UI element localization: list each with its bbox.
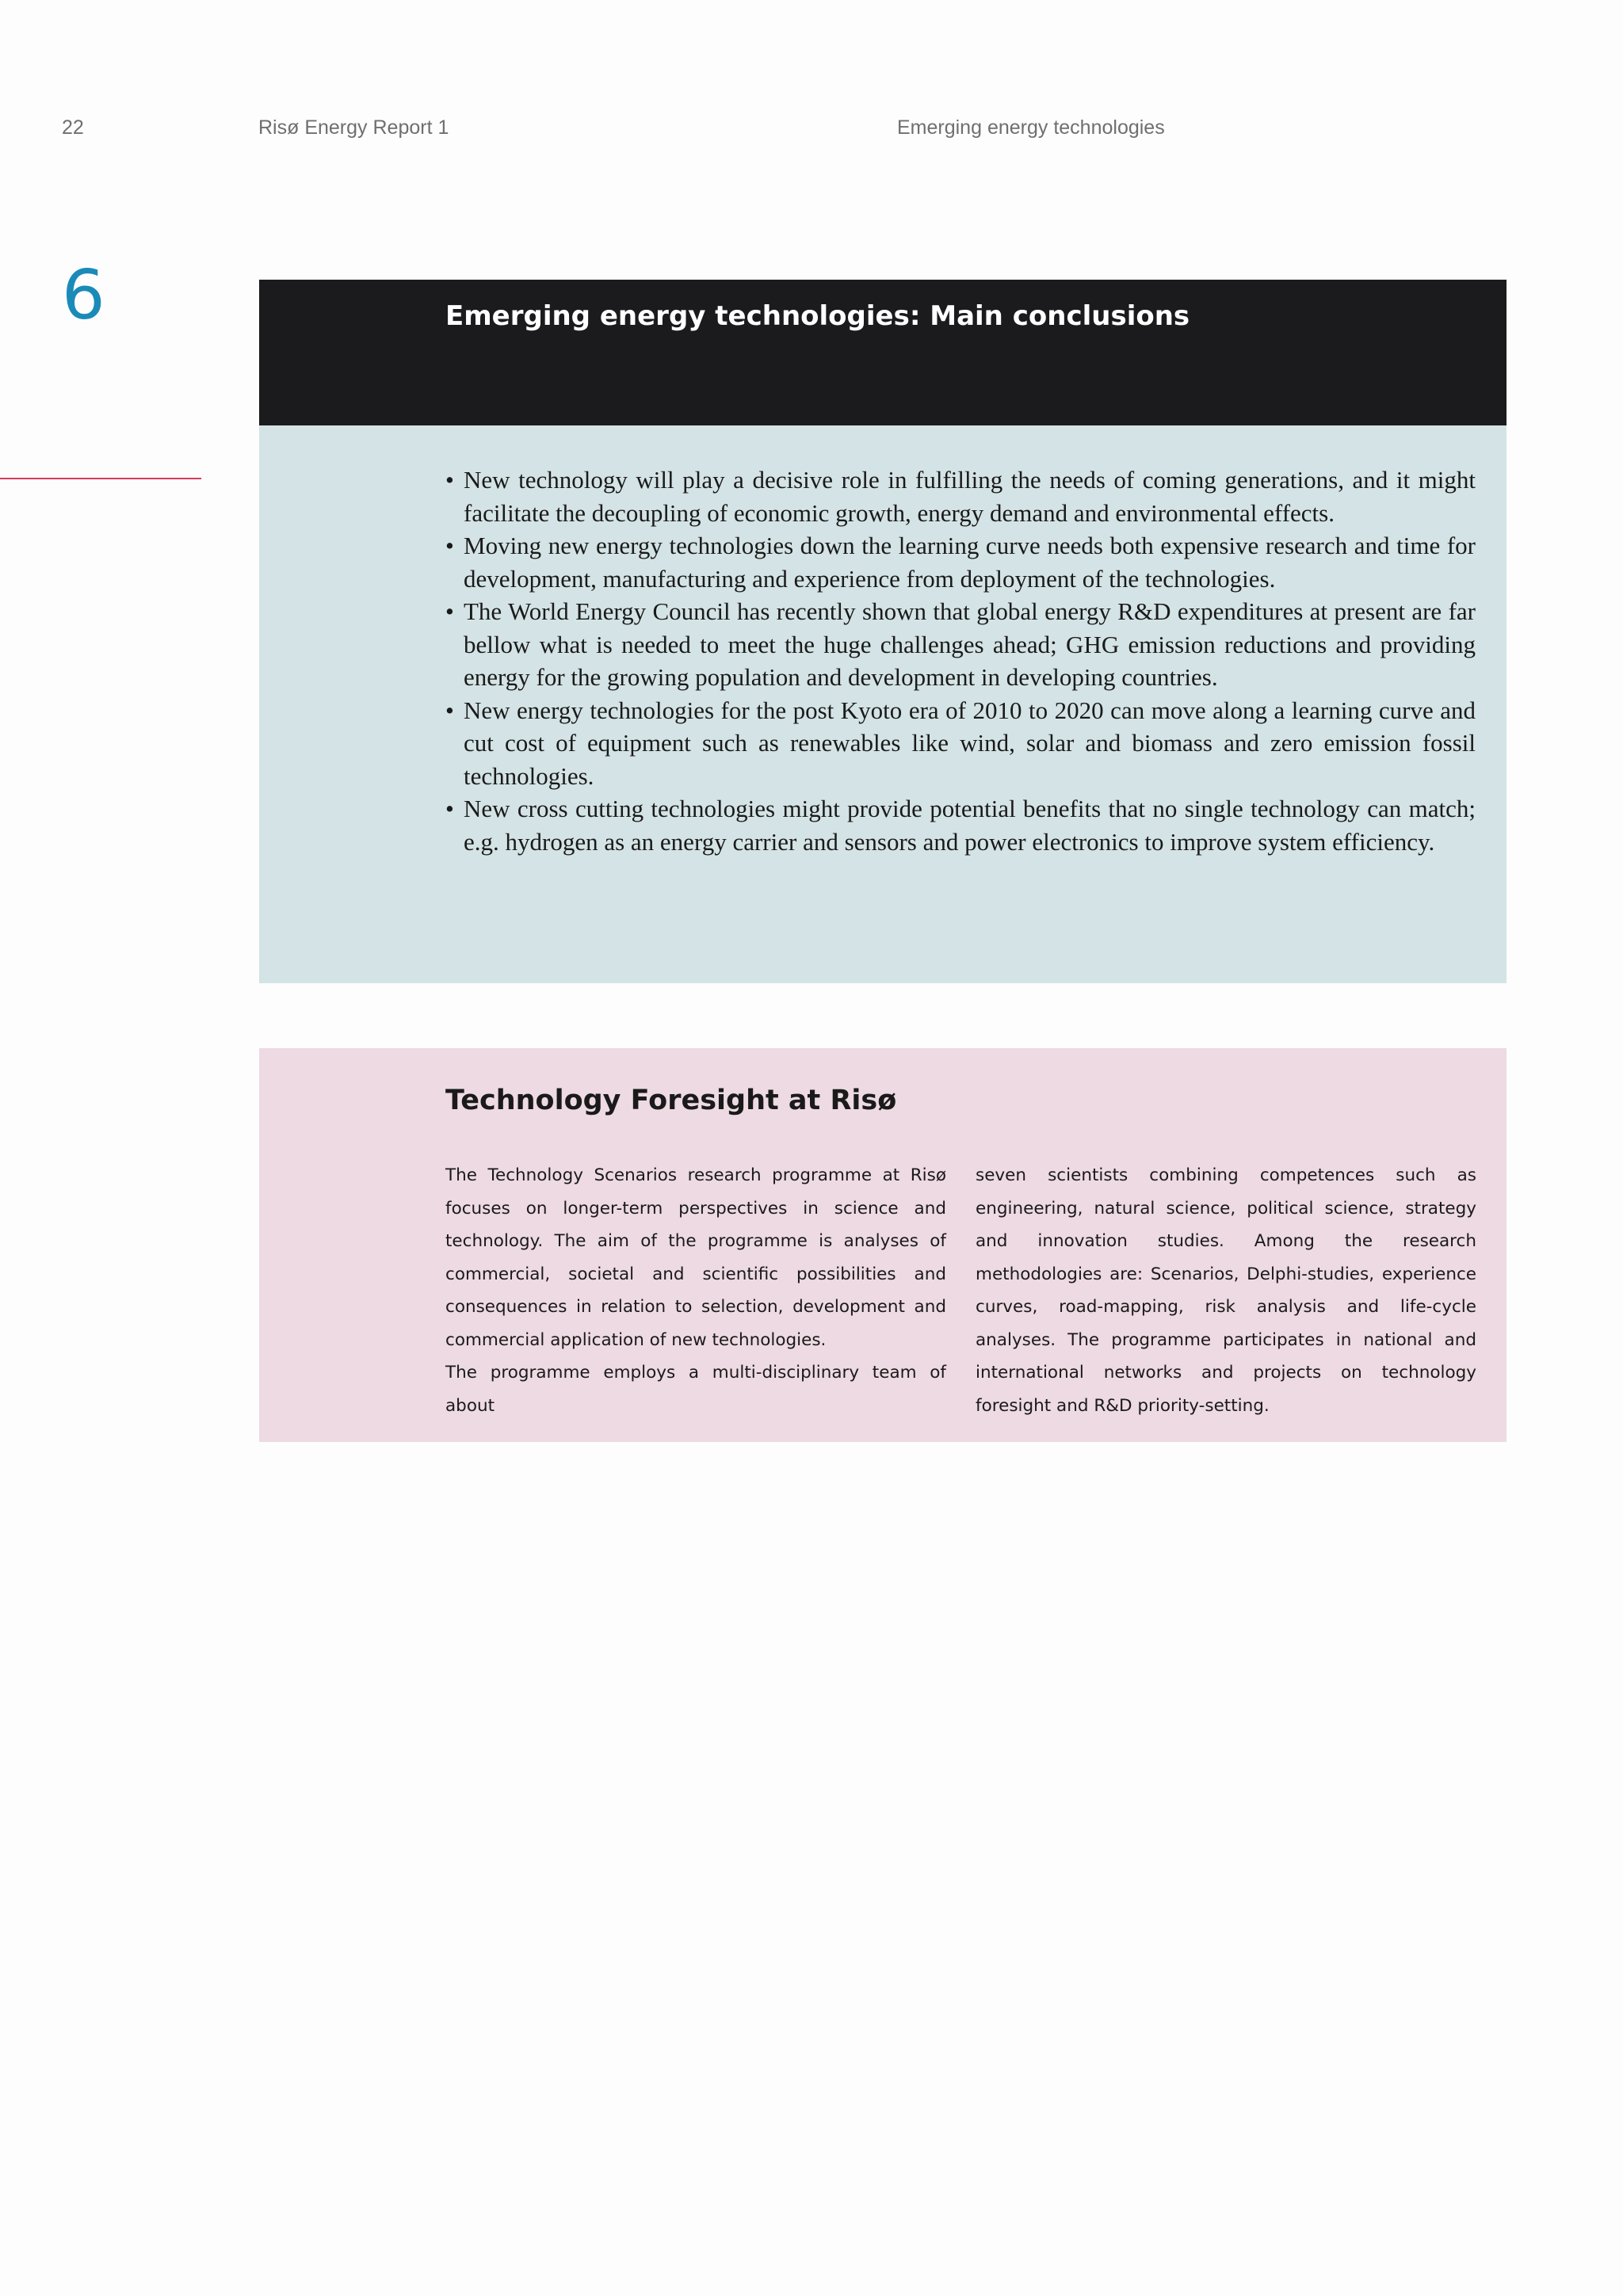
conclusions-header-box <box>259 280 1507 425</box>
bullet-icon: • <box>445 466 454 494</box>
conclusion-item <box>445 463 1476 529</box>
bullet-icon: • <box>445 597 454 625</box>
conclusion-text: New energy technologies for the post Kyoto era of 2010 to 2020 can move along a learning curve and cut cost of equipment such as renewables like wind, solar and biomass and zero emission fossil technologies. <box>464 696 1476 790</box>
chapter-divider-rule <box>0 478 201 479</box>
report-title: Risø Energy Report 1 <box>258 116 449 139</box>
chapter-number: 6 <box>62 256 105 335</box>
bullet-icon: • <box>445 532 454 559</box>
page-number: 22 <box>62 116 84 139</box>
bullet-icon: • <box>445 696 454 724</box>
foresight-paragraph: seven scientists combining competences such as engineering, natural science, political science, strategy and innovation studies. Among the research methodologies are: Scenarios, Delphi-studies, experience curves, road-mapping, risk analysis and life-cycle analyses. The programme participates in national and international networks and projects on technology foresight and R&D priority-setting. <box>976 1165 1476 1416</box>
conclusions-title: Emerging energy technologies: Main conclusions <box>445 300 1190 332</box>
foresight-paragraph: The Technology Scenarios research programme at Risø focuses on longer-term perspectives in science and technology. The aim of the programme is analyses of commercial, societal and scientific possibilities and consequences in relation to selection, development and commercial application of new technologies. <box>445 1165 946 1350</box>
running-section-title: Emerging energy technologies <box>897 116 1165 139</box>
conclusion-text: New cross cutting technologies might provide potential benefits that no single technology can match; e.g. hydrogen as an energy carrier and sensors and power electronics to improve system efficiency. <box>464 795 1476 856</box>
foresight-column-right <box>976 1159 1476 1422</box>
foresight-title: Technology Foresight at Risø <box>445 1085 897 1116</box>
conclusions-body-box <box>259 425 1507 983</box>
conclusion-item <box>445 694 1476 793</box>
conclusion-text: Moving new energy technologies down the learning curve needs both expensive research and time for development, manufacturing and experience from deployment of the technologies. <box>464 532 1476 593</box>
conclusion-text: New technology will play a decisive role in fulfilling the needs of coming generations, and it might facilitate the decoupling of economic growth, energy demand and environmental effects. <box>464 466 1476 527</box>
foresight-box <box>259 1048 1507 1442</box>
foresight-column-left <box>445 1159 946 1422</box>
conclusion-text: The World Energy Council has recently shown that global energy R&D expenditures at present are far bellow what is needed to meet the huge challenges ahead; GHG emission reductions and providing energy for the growing population and development in developing countries. <box>464 597 1476 691</box>
conclusion-item <box>445 595 1476 694</box>
conclusion-item <box>445 792 1476 858</box>
conclusion-item <box>445 529 1476 595</box>
foresight-paragraph: The programme employs a multi-disciplinary team of about <box>445 1363 946 1416</box>
bullet-icon: • <box>445 795 454 822</box>
conclusions-list <box>445 463 1476 858</box>
